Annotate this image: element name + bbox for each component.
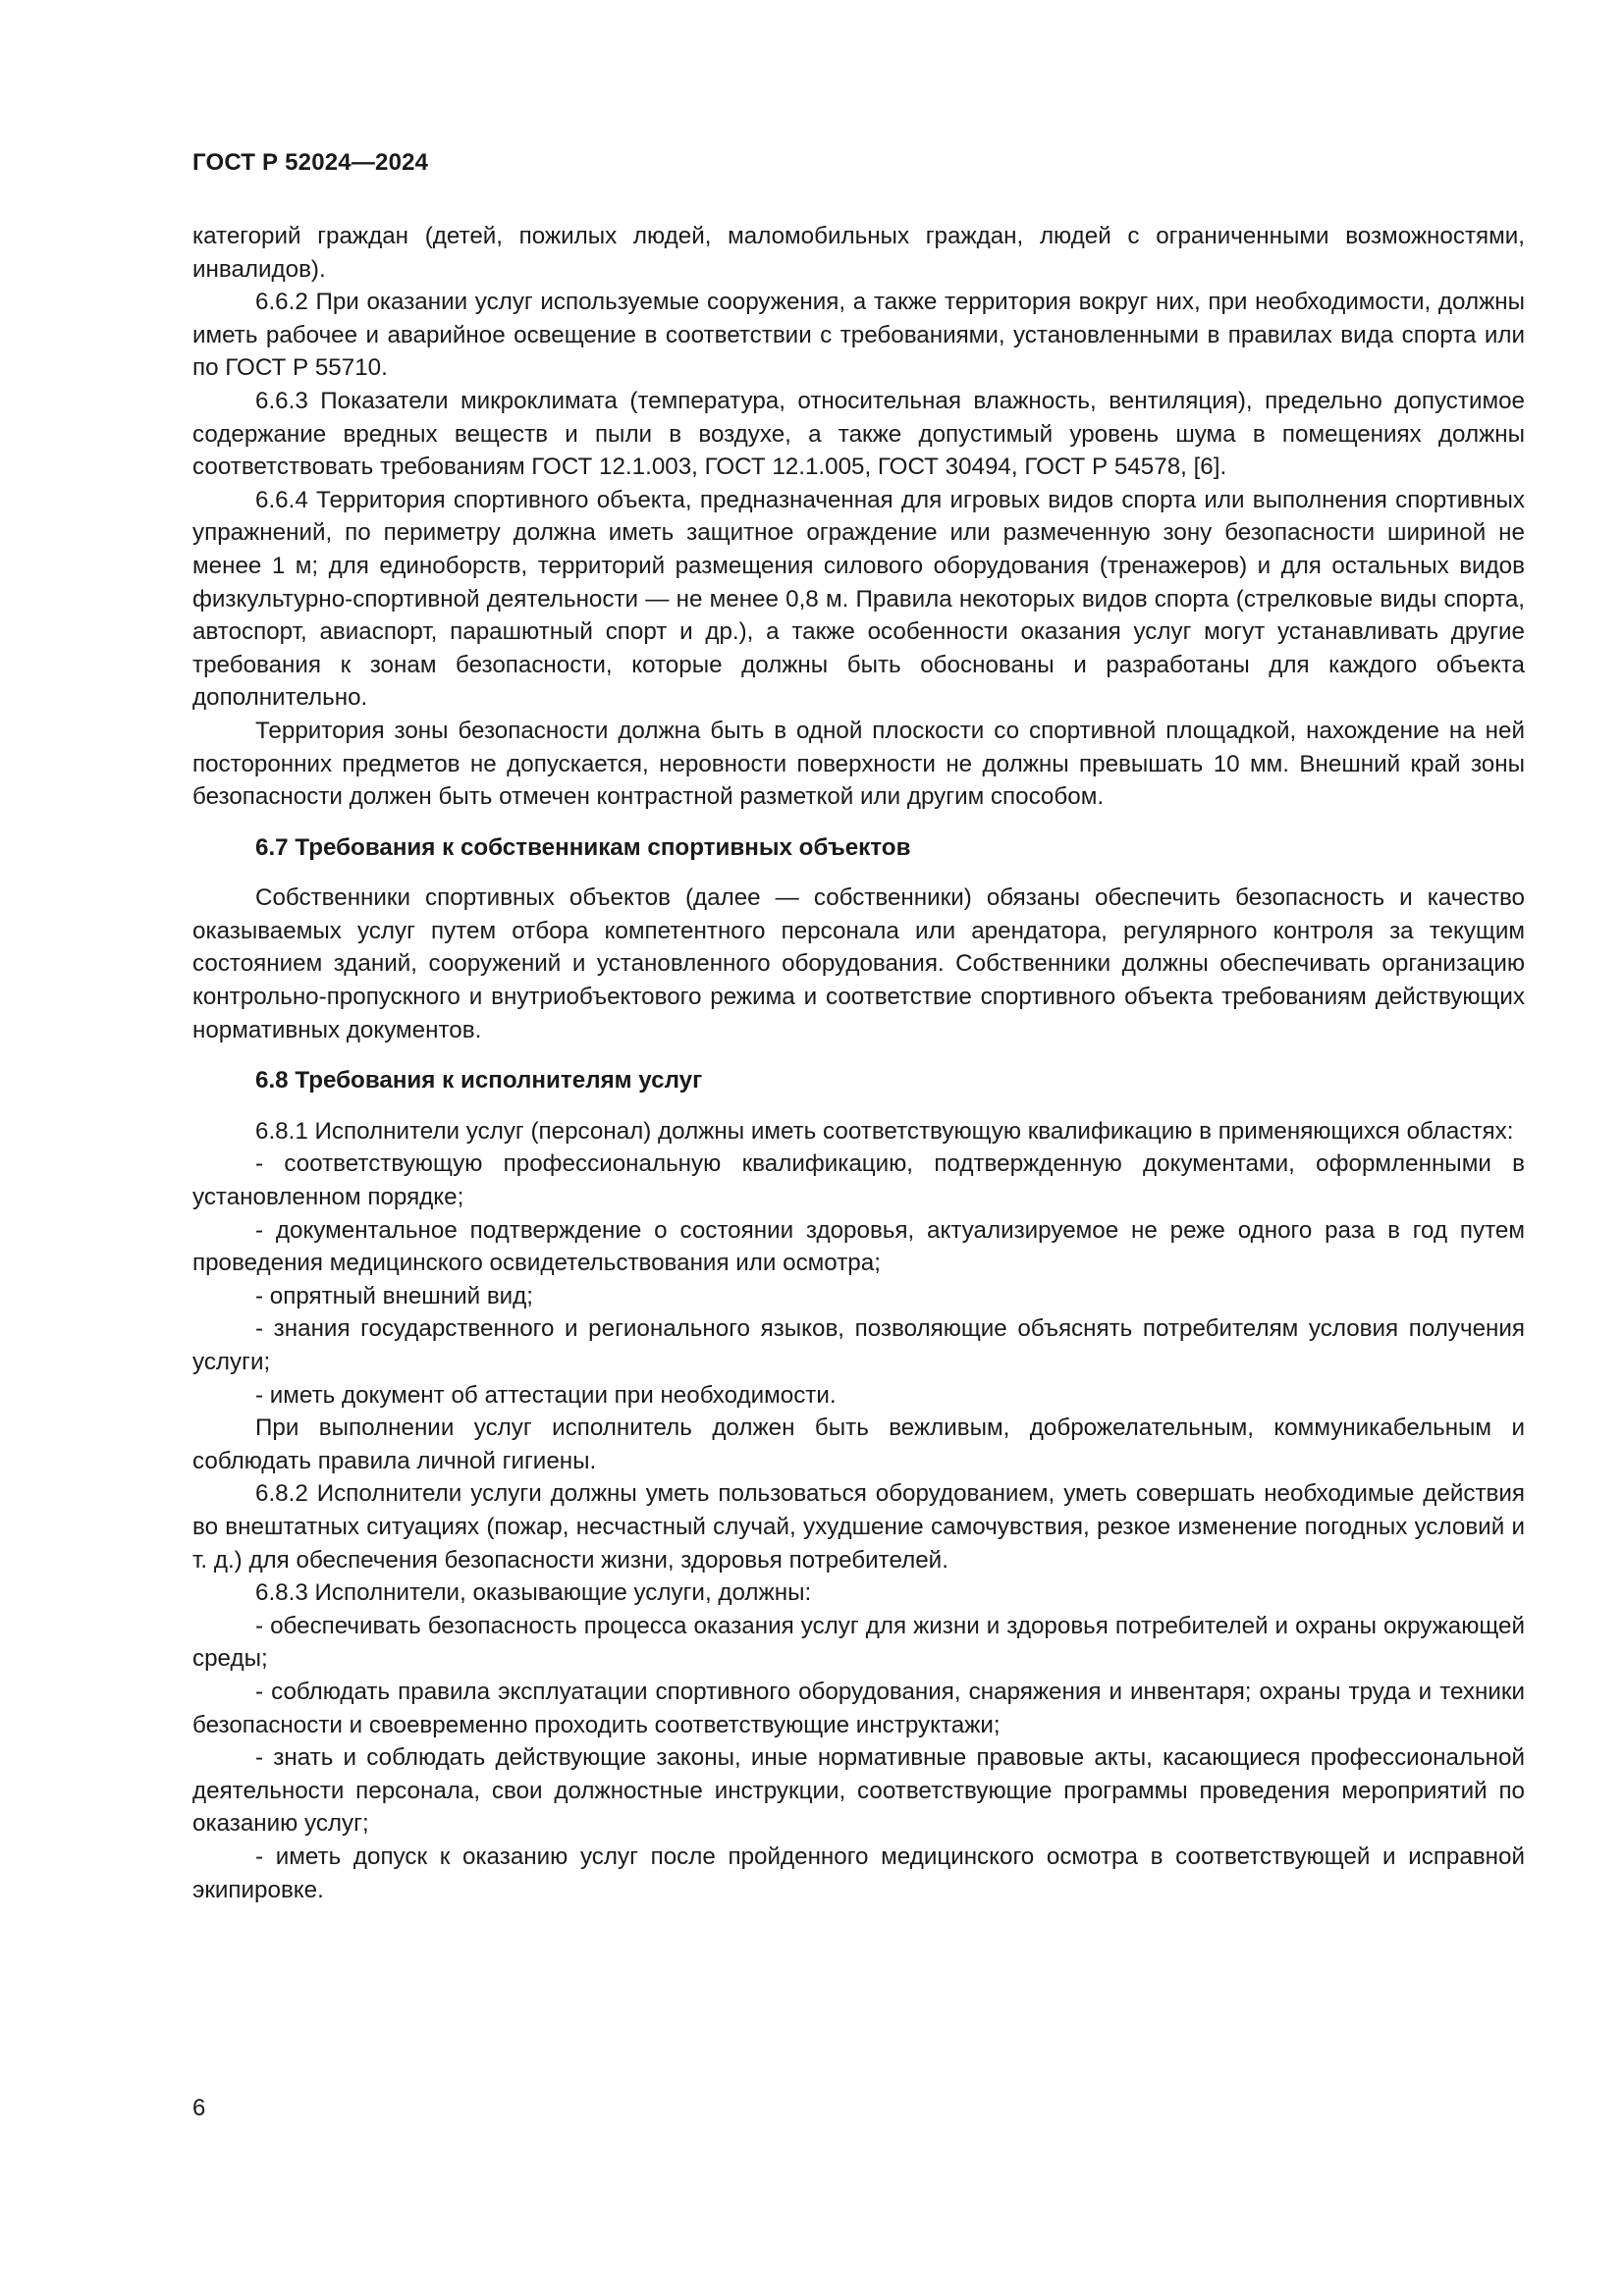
section-heading-6-7: 6.7 Требования к собственникам спортивных объектов: [255, 833, 911, 861]
document-body: [192, 220, 1525, 1906]
document-header: ГОСТ Р 52024—2024: [192, 149, 429, 176]
paragraph: При выполнении услуг исполнитель должен быть вежливым, доброжелательным, коммуникабельным и соблюдать правила личной гигиены.: [192, 1415, 1525, 1474]
section-heading-6-8: 6.8 Требования к исполнителям услуг: [255, 1067, 703, 1095]
list-item: - соответствующую профессиональную квалификацию, подтвержденную документами, оформленными в установленном порядке;: [192, 1150, 1525, 1211]
list-item: - опрятный внешний вид;: [255, 1282, 534, 1309]
paragraph-6-8-3: 6.8.3 Исполнители, оказывающие услуги, должны:: [255, 1579, 812, 1607]
paragraph-6-8-1: 6.8.1 Исполнители услуг (персонал) должны иметь соответствующую квалификацию в применяющихся областях:: [255, 1117, 1514, 1145]
list-item: - документальное подтверждение о состоянии здоровья, актуализируемое не реже одного раза в год путем проведения медицинского освидетельствования или осмотра;: [192, 1216, 1525, 1277]
paragraph-6-6-2: 6.6.2 При оказании услуг используемые сооружения, а также территория вокруг них, при необходимости, должны иметь рабочее и аварийное освещение в соответствии с требованиями, установленными в правилах вида спорта или по ГОСТ Р 55710.: [192, 289, 1525, 382]
paragraph: Собственники спортивных объектов (далее — собственники) обязаны обеспечить безопасность и качество оказываемых услуг путем отбора компетентного персонала или арендатора, регулярного контроля за текущим состоянием зданий, сооружений и установленного оборудования. Собственники должны обеспечивать организацию контрольно-пропускного и внутриобъектового режима и соответствие спортивного объекта требованиям действующих нормативных документов.: [192, 884, 1525, 1043]
list-item: - знать и соблюдать действующие законы, иные нормативные правовые акты, касающиеся профессиональной деятельности персонала, свои должностные инструкции, соответствующие программы проведения мероприятий по оказанию услуг;: [192, 1744, 1525, 1838]
paragraph-6-6-4: 6.6.4 Территория спортивного объекта, предназначенная для игровых видов спорта или выполнения спортивных упражнений, по периметру должна иметь защитное ограждение или размеченную зону безопасности шириной не менее 1 м; для единоборств, территорий размещения силового оборудования (тренажеров) и для остальных видов физкультурно-спортивной деятельности — не менее 0,8 м. Правила некоторых видов спорта (стрелковые виды спорта, автоспорт, авиаспорт, парашютный спорт и др.), а также особенности оказания услуг могут устанавливать другие требования к зонам безопасности, которые должны быть обоснованы и разработаны для каждого объекта дополнительно.: [192, 486, 1525, 712]
paragraph: категорий граждан (детей, пожилых людей, маломобильных граждан, людей с ограниченными возможностями, инвалидов).: [192, 223, 1525, 283]
paragraph-6-8-2: 6.8.2 Исполнители услуги должны уметь пользоваться оборудованием, уметь совершать необходимые действия во внештатных ситуациях (пожар, несчастный случай, ухудшение самочувствия, резкое изменение погодных условий и т. д.) для обеспечения безопасности жизни, здоровья потребителей.: [192, 1480, 1525, 1574]
list-item: - соблюдать правила эксплуатации спортивного оборудования, снаряжения и инвентаря; охраны труда и техники безопасности и своевременно проходить соответствующие инструктажи;: [192, 1678, 1525, 1738]
list-item: - иметь допуск к оказанию услуг после пройденного медицинского осмотра в соответствующей и исправной экипировке.: [192, 1842, 1525, 1903]
page-number: 6: [192, 2095, 206, 2121]
paragraph: Территория зоны безопасности должна быть в одной плоскости со спортивной площадкой, нахождение на ней посторонних предметов не допускается, неровности поверхности не должны превышать 10 мм. Внешний край зоны безопасности должен быть отмечен контрастной разметкой или другим способом.: [192, 717, 1525, 811]
list-item: - иметь документ об аттестации при необходимости.: [255, 1381, 837, 1409]
list-item: - знания государственного и регионального языков, позволяющие объяснять потребителям условия получения услуги;: [192, 1315, 1525, 1375]
list-item: - обеспечивать безопасность процесса оказания услуг для жизни и здоровья потребителей и охраны окружающей среды;: [192, 1612, 1525, 1673]
paragraph-6-6-3: 6.6.3 Показатели микроклимата (температура, относительная влажность, вентиляция), предельно допустимое содержание вредных веществ и пыли в воздухе, а также допустимый уровень шума в помещениях должны соответствовать требованиям ГОСТ 12.1.003, ГОСТ 12.1.005, ГОСТ 30494, ГОСТ Р 54578, [6].: [192, 387, 1525, 481]
